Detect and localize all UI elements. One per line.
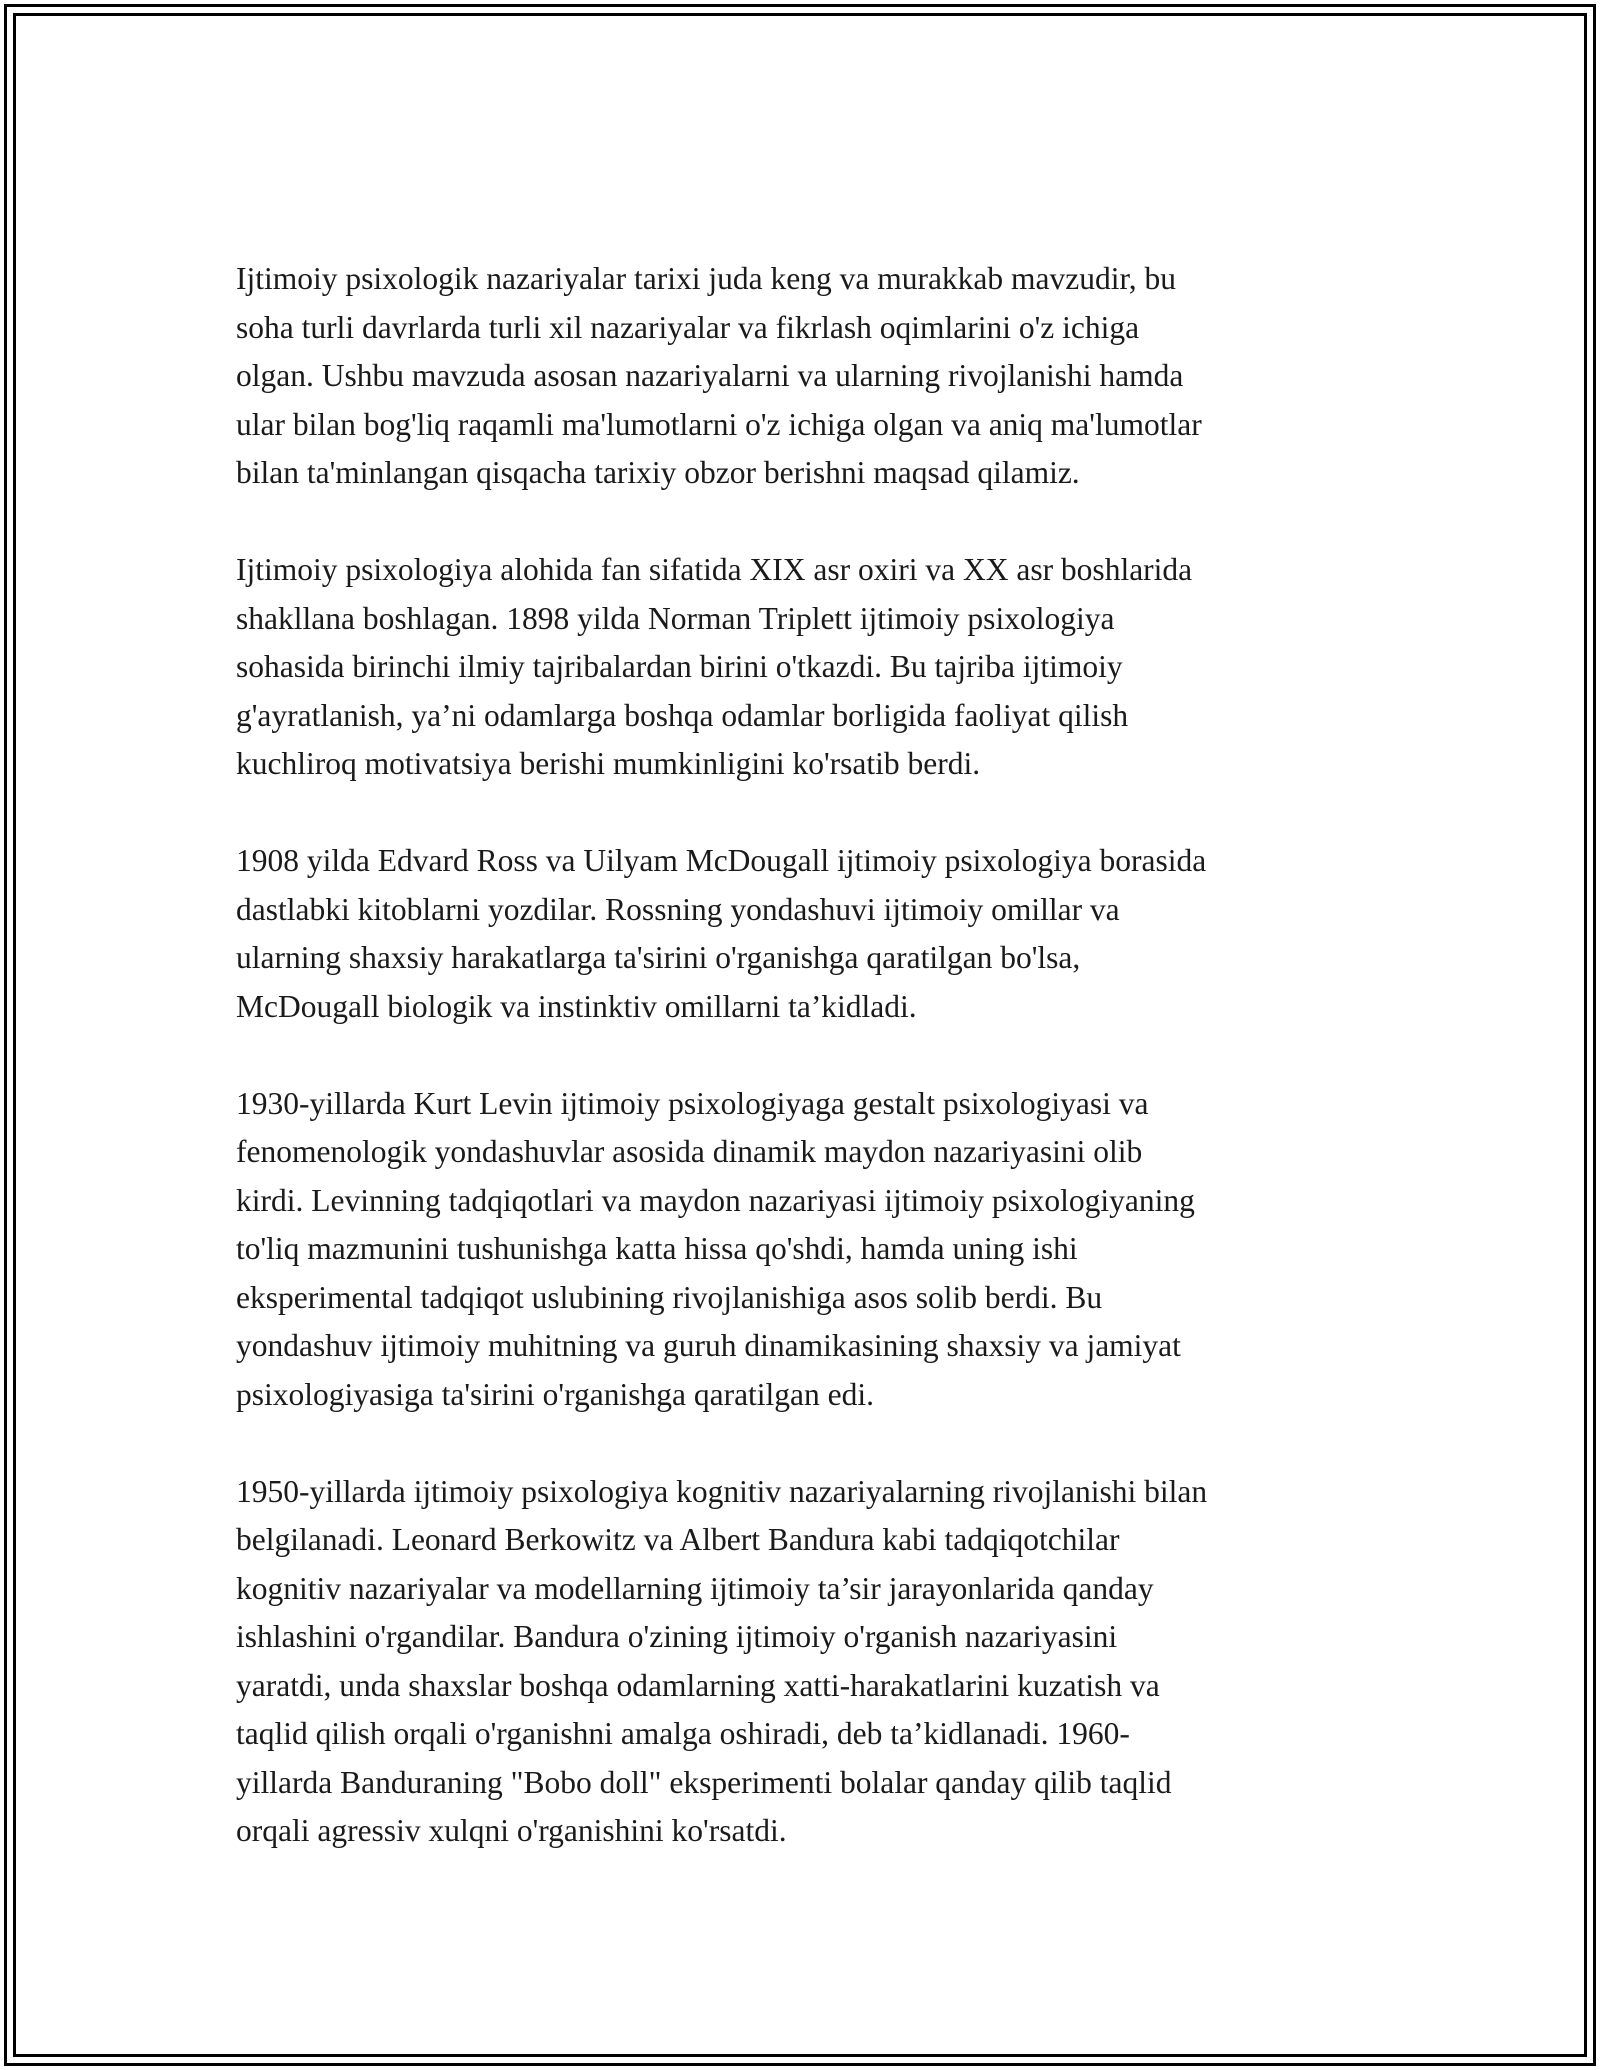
paragraph-1908: 1908 yilda Edvard Ross va Uilyam McDougall ijtimoiy psixologiya borasida dastlabki kitoblarni yozdilar. Rossning yondashuvi ijtimoiy omillar va ularning shaxsiy harakatlarga ta'sirini o'rganishga qaratilgan bo'lsa, McDougall biologik va instinktiv omillarni ta’kidladi. [236,843,1207,1024]
document-body [236,255,1386,1904]
paragraph-intro: Ijtimoiy psixologik nazariyalar tarixi juda keng va murakkab mavzudir, bu soha turli davrlarda turli xil nazariyalar va fikrlash oqimlarini o'z ichiga olgan. Ushbu mavzuda asosan nazariyalarni va ularning rivojlanishi hamda ular bilan bog'liq raqamli ma'lumotlarni o'z ichiga olgan va aniq ma'lumotlar bilan ta'minlangan qisqacha tarixiy obzor berishni maqsad qilamiz. [236,261,1202,490]
paragraph-origins: Ijtimoiy psixologiya alohida fan sifatida XIX asr oxiri va XX asr boshlarida shakllana boshlagan. 1898 yilda Norman Triplett ijtimoiy psixologiya sohasida birinchi ilmiy tajribalardan birini o'tkazdi. Bu tajriba ijtimoiy g'ayratlanish, ya’ni odamlarga boshqa odamlar borligida faoliyat qilish kuchliroq motivatsiya berishi mumkinligini ko'rsatib berdi. [236,552,1193,781]
paragraph-1950s: 1950-yillarda ijtimoiy psixologiya kognitiv nazariyalarning rivojlanishi bilan belgilanadi. Leonard Berkowitz va Albert Bandura kabi tadqiqotchilar kognitiv nazariyalar va modellarning ijtimoiy ta’sir jarayonlarida qanday ishlashini o'rgandilar. Bandura o'zining ijtimoiy o'rganish nazariyasini yaratdi, unda shaxslar boshqa odamlarning xatti-harakatlarini kuzatish va taqlid qilish orqali o'rganishni amalga oshiradi, deb ta’kidlanadi. 1960- yillarda Banduraning "Bobo doll" eksperimenti bolalar qanday qilib taqlid orqali agressiv xulqni o'rganishini ko'rsatdi. [236,1473,1208,1848]
paragraph-1930s: 1930-yillarda Kurt Levin ijtimoiy psixologiyaga gestalt psixologiyasi va fenomenologik yondashuvlar asosida dinamik maydon nazariyasini olib kirdi. Levinning tadqiqotlari va maydon nazariyasi ijtimoiy psixologiyaning to'liq mazmunini tushunishga katta hissa qo'shdi, hamda uning ishi eksperimental tadqiqot uslubining rivojlanishiga asos solib berdi. Bu yondashuv ijtimoiy muhitning va guruh dinamikasining shaxsiy va jamiyat psixologiyasiga ta'sirini o'rganishga qaratilgan edi. [236,1085,1195,1412]
